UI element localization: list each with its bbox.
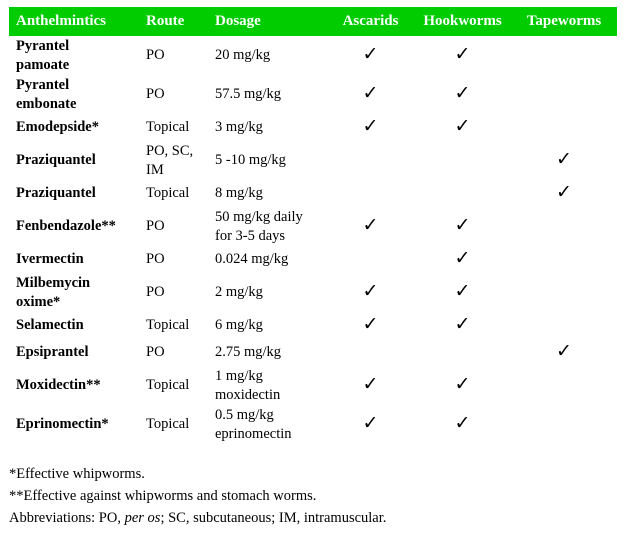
tapeworms-cell [511, 339, 617, 366]
checkmark-icon: ✓ [556, 341, 572, 362]
drug-name-line: Pyrantel [16, 37, 70, 54]
table-row [9, 312, 617, 339]
route-cell-line: PO [146, 251, 165, 267]
dosage-cell-line: 8 mg/kg [215, 185, 263, 201]
checkmark-icon: ✓ [362, 215, 379, 236]
table-row [9, 405, 617, 444]
route-cell [146, 114, 215, 141]
route-cell [146, 207, 215, 246]
drug-name-line: Praziquantel [16, 152, 96, 168]
dosage-cell-line: 2.75 mg/kg [215, 344, 282, 360]
ascarids-cell [327, 246, 414, 273]
hookworms-cell [414, 366, 511, 405]
hookworms-cell [414, 405, 511, 444]
ascarids-cell [327, 339, 414, 366]
tapeworms-cell [511, 36, 617, 75]
ascarids-cell [327, 405, 414, 444]
dosage-cell [215, 339, 327, 366]
route-cell [146, 273, 215, 312]
drug-name-line: pamoate [16, 56, 70, 73]
drug-name [9, 207, 146, 246]
drug-name [9, 273, 146, 312]
checkmark-icon: ✓ [556, 149, 572, 170]
drug-name [9, 36, 146, 75]
drug-name-line: oxime* [16, 293, 61, 310]
checkmark-icon: ✓ [362, 374, 379, 395]
route-cell-line: Topical [146, 416, 190, 432]
abbreviations-suffix: ; SC, subcutaneous; IM, intramuscular. [160, 510, 387, 526]
checkmark-icon: ✓ [362, 314, 379, 335]
checkmark-icon: ✓ [454, 281, 471, 302]
header-anthelmintics: Anthelmintics [9, 7, 146, 36]
dosage-cell-line: moxidectin [215, 386, 281, 403]
checkmark-icon: ✓ [454, 116, 471, 137]
checkmark-icon: ✓ [362, 44, 379, 65]
dosage-cell [215, 36, 327, 75]
dosage-cell-line: 0.024 mg/kg [215, 251, 289, 267]
dosage-cell [215, 246, 327, 273]
table-row [9, 36, 617, 75]
checkmark-icon: ✓ [556, 182, 572, 203]
abbreviations-prefix: Abbreviations: PO, [9, 510, 125, 526]
tapeworms-cell [511, 75, 617, 114]
drug-name-line: Ivermectin [16, 251, 84, 267]
ascarids-cell [327, 180, 414, 207]
drug-name-line: Pyrantel [16, 76, 70, 93]
dosage-cell-line: 0.5 mg/kg [215, 406, 274, 423]
footnotes [9, 463, 386, 529]
route-cell [146, 141, 215, 180]
drug-name-line: Selamectin [16, 317, 84, 333]
dosage-cell [215, 75, 327, 114]
ascarids-cell [327, 114, 414, 141]
drug-name-line: Epsiprantel [16, 344, 89, 360]
drug-name-line: embonate [16, 95, 77, 112]
table-row [9, 180, 617, 207]
ascarids-cell [327, 36, 414, 75]
route-cell [146, 405, 215, 444]
header-tapeworms: Tapeworms [511, 7, 617, 36]
route-cell-line: PO [146, 218, 165, 234]
table-row [9, 339, 617, 366]
dosage-cell-line: 3 mg/kg [215, 119, 263, 135]
drug-name [9, 339, 146, 366]
checkmark-icon: ✓ [454, 248, 471, 269]
dosage-cell-line: 6 mg/kg [215, 317, 263, 333]
checkmark-icon: ✓ [362, 116, 379, 137]
route-cell-line: PO [146, 284, 165, 300]
tapeworms-cell [511, 273, 617, 312]
tapeworms-cell [511, 207, 617, 246]
drug-name [9, 405, 146, 444]
tapeworms-cell [511, 312, 617, 339]
hookworms-cell [414, 246, 511, 273]
drug-name-line: Milbemycin [16, 274, 91, 291]
drug-name-line: Eprinomectin* [16, 416, 109, 432]
dosage-cell-line: 2 mg/kg [215, 284, 263, 300]
dosage-cell [215, 114, 327, 141]
route-cell [146, 75, 215, 114]
checkmark-icon: ✓ [454, 314, 471, 335]
route-cell-line: IM [146, 161, 164, 178]
dosage-cell-line: 20 mg/kg [215, 47, 271, 63]
dosage-cell [215, 405, 327, 444]
dosage-cell [215, 366, 327, 405]
tapeworms-cell [511, 180, 617, 207]
checkmark-icon: ✓ [454, 215, 471, 236]
hookworms-cell [414, 339, 511, 366]
hookworms-cell [414, 273, 511, 312]
checkmark-icon: ✓ [454, 83, 471, 104]
header-route: Route [146, 7, 215, 36]
drug-name [9, 75, 146, 114]
dosage-cell [215, 312, 327, 339]
tapeworms-cell [511, 114, 617, 141]
route-cell-line: Topical [146, 317, 190, 333]
drug-name-line: Emodepside* [16, 119, 99, 135]
table-row [9, 114, 617, 141]
tapeworms-cell [511, 141, 617, 180]
route-cell [146, 339, 215, 366]
dosage-cell-line: eprinomectin [215, 425, 292, 442]
drug-name-line: Praziquantel [16, 185, 96, 201]
route-cell-line: PO [146, 344, 165, 360]
dosage-cell [215, 273, 327, 312]
ascarids-cell [327, 273, 414, 312]
dosage-cell-line: 50 mg/kg daily [215, 208, 303, 225]
ascarids-cell [327, 75, 414, 114]
header-hookworms: Hookworms [414, 7, 511, 36]
header-dosage: Dosage [215, 7, 327, 36]
dosage-cell-line: for 3-5 days [215, 227, 286, 244]
header-ascarids: Ascarids [327, 7, 414, 36]
hookworms-cell [414, 114, 511, 141]
hookworms-cell [414, 141, 511, 180]
table-row [9, 141, 617, 180]
hookworms-cell [414, 75, 511, 114]
route-cell [146, 36, 215, 75]
anthelmintics-table [9, 7, 617, 444]
hookworms-cell [414, 180, 511, 207]
hookworms-cell [414, 36, 511, 75]
hookworms-cell [414, 207, 511, 246]
dosage-cell [215, 180, 327, 207]
dosage-cell [215, 207, 327, 246]
dosage-cell-line: 57.5 mg/kg [215, 86, 282, 102]
drug-name [9, 180, 146, 207]
route-cell-line: PO [146, 47, 165, 63]
ascarids-cell [327, 366, 414, 405]
hookworms-cell [414, 312, 511, 339]
table-row [9, 207, 617, 246]
dosage-cell-line: 1 mg/kg [215, 367, 263, 384]
ascarids-cell [327, 141, 414, 180]
route-cell-line: Topical [146, 185, 190, 201]
tapeworms-cell [511, 366, 617, 405]
route-cell-line: Topical [146, 377, 190, 393]
route-cell [146, 366, 215, 405]
route-cell [146, 180, 215, 207]
footnote-whipworms: *Effective whipworms. [9, 466, 145, 482]
table-body [9, 36, 617, 444]
checkmark-icon: ✓ [454, 374, 471, 395]
abbreviations-per-os: per os [124, 510, 161, 526]
checkmark-icon: ✓ [454, 413, 471, 434]
table-row [9, 75, 617, 114]
ascarids-cell [327, 312, 414, 339]
table-row [9, 366, 617, 405]
checkmark-icon: ✓ [362, 281, 379, 302]
footnote-stomach-worms: **Effective against whipworms and stomach worms. [9, 488, 317, 504]
tapeworms-cell [511, 405, 617, 444]
drug-name [9, 141, 146, 180]
drug-name-line: Moxidectin** [16, 377, 101, 393]
drug-name [9, 246, 146, 273]
route-cell-line: PO, SC, [146, 142, 194, 159]
footnote-abbreviations [9, 507, 386, 529]
route-cell-line: Topical [146, 119, 190, 135]
header-row [9, 7, 617, 36]
checkmark-icon: ✓ [454, 44, 471, 65]
dosage-cell-line: 5 -10 mg/kg [215, 152, 286, 168]
route-cell [146, 246, 215, 273]
ascarids-cell [327, 207, 414, 246]
route-cell [146, 312, 215, 339]
checkmark-icon: ✓ [362, 83, 379, 104]
table-row [9, 273, 617, 312]
drug-name [9, 366, 146, 405]
table-row [9, 246, 617, 273]
dosage-cell [215, 141, 327, 180]
route-cell-line: PO [146, 86, 165, 102]
checkmark-icon: ✓ [362, 413, 379, 434]
drug-name-line: Fenbendazole** [16, 218, 116, 234]
drug-name [9, 312, 146, 339]
drug-name [9, 114, 146, 141]
tapeworms-cell [511, 246, 617, 273]
